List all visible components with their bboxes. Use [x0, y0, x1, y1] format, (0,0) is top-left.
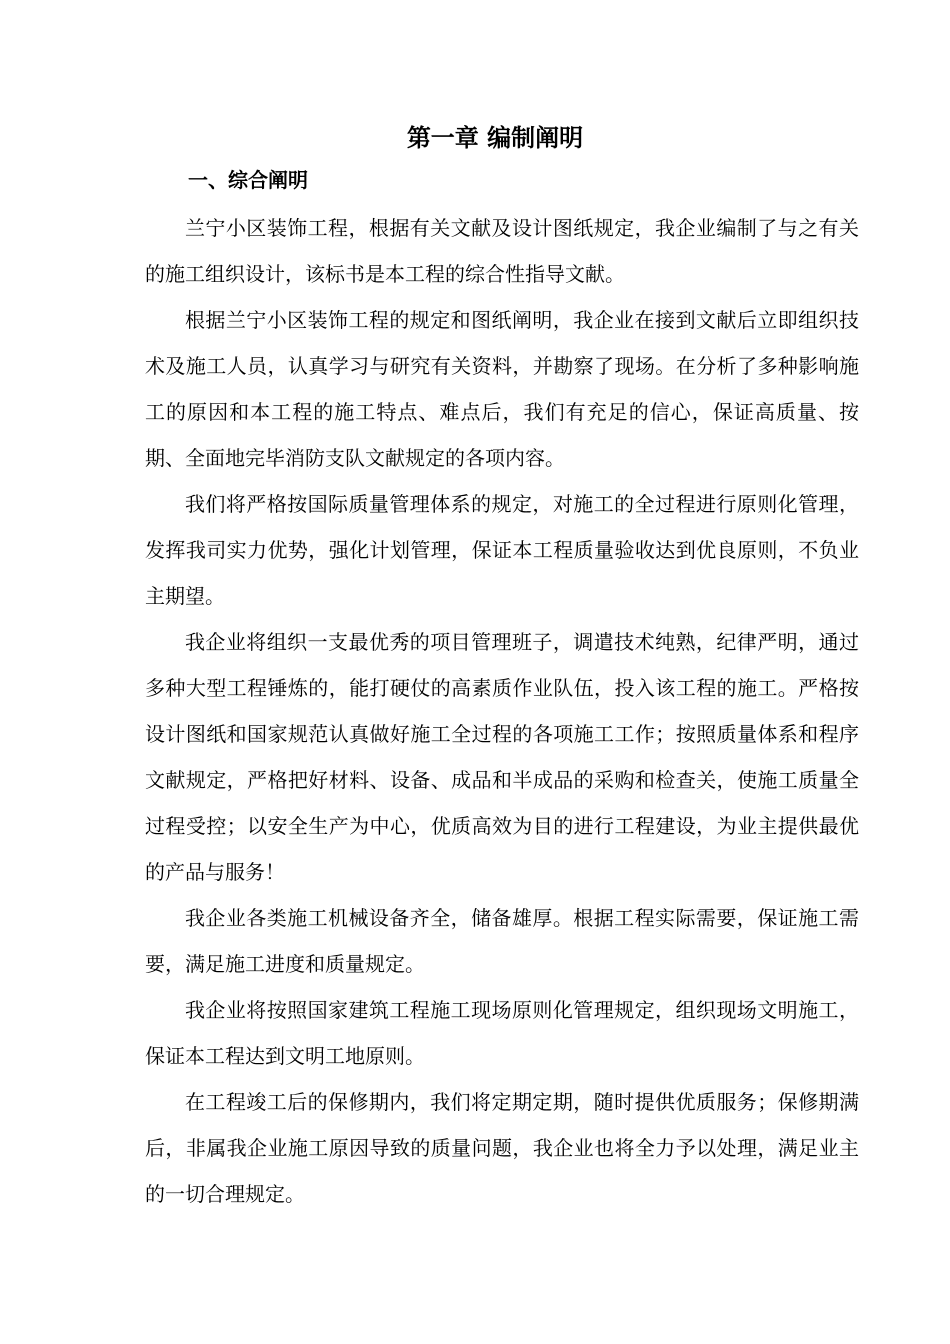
- paragraph: 根据兰宁小区装饰工程的规定和图纸阐明，我企业在接到文献后立即组织技术及施工人员，认真学习与研究有关资料，并勘察了现场。在分析了多种影响施工的原因和本工程的施工特点、难点后，我们有充足的信心，保证高质量、按期、全面地完毕消防支队文献规定的各项内容。: [145, 308, 859, 470]
- section-heading: 一、综合阐明: [188, 168, 308, 192]
- paragraph: 兰宁小区装饰工程，根据有关文献及设计图纸规定，我企业编制了与之有关的施工组织设计，该标书是本工程的综合性指导文献。: [145, 216, 859, 286]
- chapter-title: 第一章 编制阐明: [406, 124, 584, 152]
- body-text: [145, 205, 859, 1217]
- paragraph: 我企业各类施工机械设备齐全，储备雄厚。根据工程实际需要，保证施工需要，满足施工进度和质量规定。: [145, 906, 859, 976]
- paragraph: 我企业将按照国家建筑工程施工现场原则化管理规定，组织现场文明施工，保证本工程达到文明工地原则。: [145, 998, 859, 1068]
- paragraph: 我们将严格按国际质量管理体系的规定，对施工的全过程进行原则化管理，发挥我司实力优势，强化计划管理，保证本工程质量验收达到优良原则，不负业主期望。: [145, 492, 859, 608]
- paragraph: 在工程竣工后的保修期内，我们将定期定期，随时提供优质服务；保修期满后，非属我企业施工原因导致的质量问题，我企业也将全力予以处理，满足业主的一切合理规定。: [145, 1090, 859, 1206]
- paragraph: 我企业将组织一支最优秀的项目管理班子，调遣技术纯熟，纪律严明，通过多种大型工程锤炼的，能打硬仗的高素质作业队伍，投入该工程的施工。严格按设计图纸和国家规范认真做好施工全过程的各项施工工作；按照质量体系和程序文献规定，严格把好材料、设备、成品和半成品的采购和检查关，使施工质量全过程受控；以安全生产为中心，优质高效为目的进行工程建设，为业主提供最优的产品与服务！: [145, 630, 859, 884]
